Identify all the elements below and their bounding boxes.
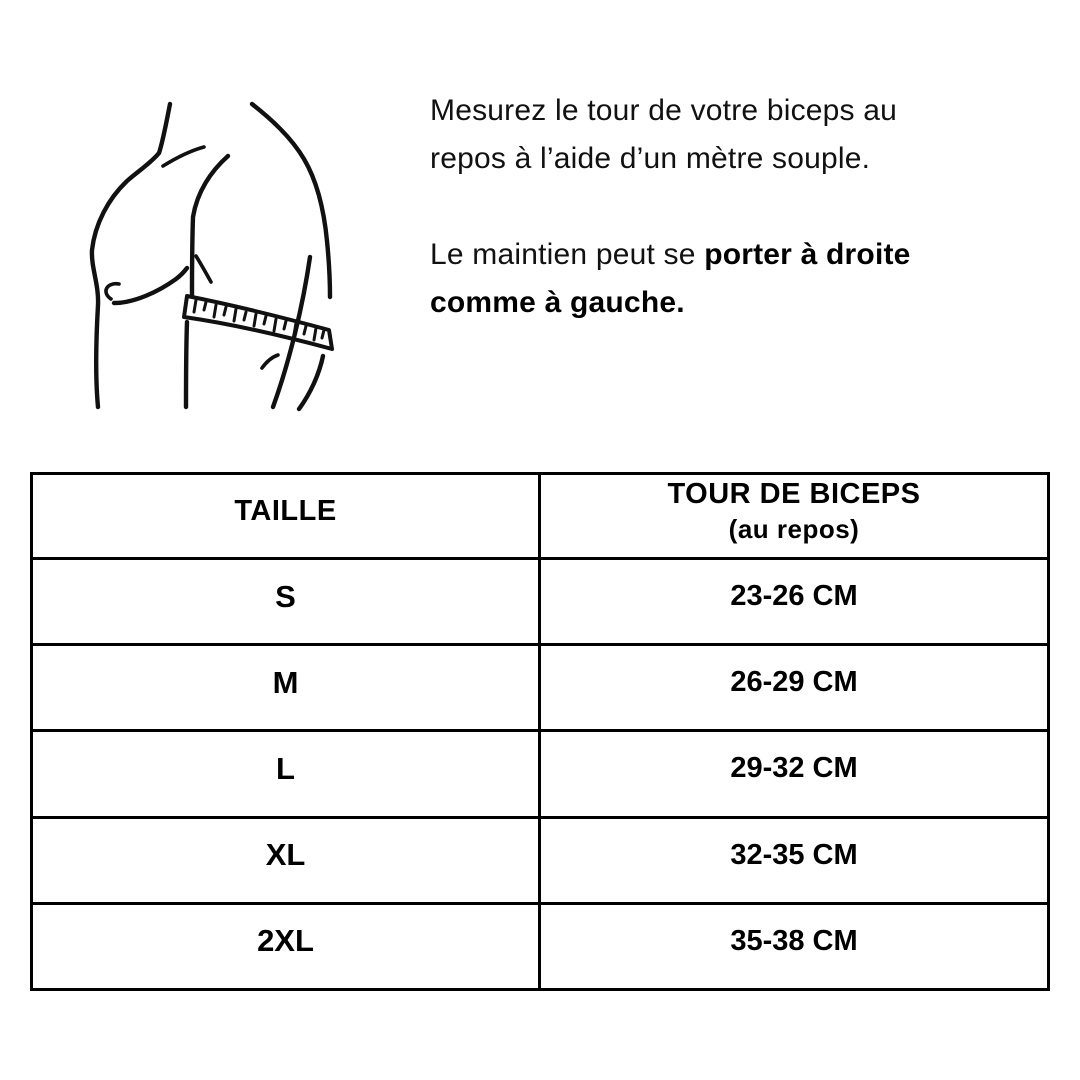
- chest-line: [114, 268, 187, 303]
- size-label: L: [32, 731, 540, 817]
- range-value: 29-32 CM: [540, 731, 1049, 817]
- elbow-crease: [262, 355, 278, 368]
- biceps-measurement-illustration: [55, 85, 400, 420]
- table-row-2xl: [32, 903, 1049, 989]
- header-tour-de-biceps-title: TOUR DE BICEPS: [667, 477, 921, 510]
- instructions-block: [430, 87, 967, 327]
- size-label: S: [32, 559, 540, 645]
- armpit-line: [192, 156, 228, 296]
- size-label: 2XL: [32, 903, 540, 989]
- table-row-l: [32, 731, 1049, 817]
- size-table-header-row: [32, 474, 1049, 559]
- clavicle-line: [163, 147, 204, 166]
- arm-outline-upper: [252, 104, 330, 297]
- wear-instruction-regular: Le maintien peut se: [430, 238, 705, 271]
- tape-end-stub: [196, 256, 211, 282]
- header-taille: TAILLE: [32, 474, 540, 559]
- header-au-repos: (au repos): [728, 513, 860, 544]
- range-value: 23-26 CM: [540, 559, 1049, 645]
- table-row-m: [32, 645, 1049, 731]
- nipple-mark: [106, 284, 119, 299]
- torso-outline: [92, 104, 170, 407]
- inner-arm-line: [186, 322, 187, 407]
- size-label: XL: [32, 817, 540, 903]
- size-label: M: [32, 645, 540, 731]
- table-row-s: [32, 559, 1049, 645]
- table-row-xl: [32, 817, 1049, 903]
- range-value: 35-38 CM: [540, 903, 1049, 989]
- size-table: [30, 472, 1050, 991]
- wear-instruction-bold: porter à droite comme à gauche.: [430, 238, 911, 319]
- arm-outline-lower: [299, 356, 323, 409]
- wear-instruction: [430, 231, 967, 327]
- range-value: 26-29 CM: [540, 645, 1049, 731]
- range-value: 32-35 CM: [540, 817, 1049, 903]
- header-tour-de-biceps: [540, 474, 1049, 559]
- measure-instruction: Mesurez le tour de votre biceps au repos à l’aide d’un mètre souple.: [430, 94, 898, 175]
